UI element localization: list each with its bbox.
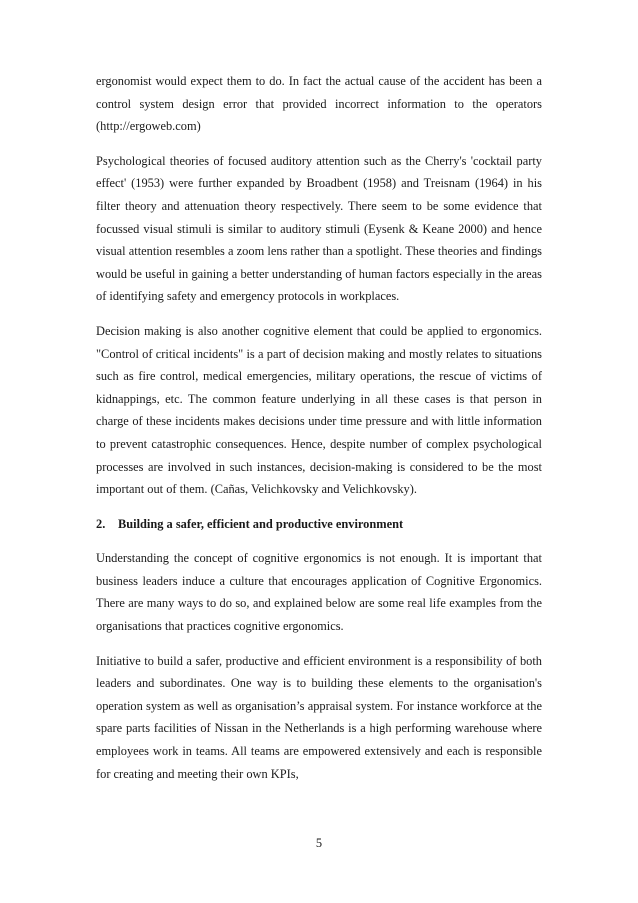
section-title: Building a safer, efficient and productive environment [118, 516, 404, 531]
paragraph-accident-cause: ergonomist would expect them to do. In fact the actual cause of the accident has been a control system design error that provided incorrect information to the operators (http://ergoweb.com) [96, 74, 542, 134]
paragraph-understanding-concept: Understanding the concept of cognitive ergonomics is not enough. It is important that business leaders induce a culture that encourages application of Cognitive Ergonomics. There are many ways to do so, and explained below are some real life examples from the organisations that practices cognitive ergonomics. [96, 551, 542, 634]
paragraph-initiative: Initiative to build a safer, productive and efficient environment is a responsibility of both leaders and subordinates. One way is to building these elements to the organisation's operation system as well as organisation’s appraisal system. For instance workforce at the spare parts facilities of Nissan in the Netherlands is a high performing warehouse where employees work in teams. All teams are empowered extensively and each is responsible for creating and meeting their own KPIs, [96, 653, 542, 781]
paragraph-attention-theories: Psychological theories of focused auditory attention such as the Cherry's 'cocktail party effect' (1953) were further expanded by Broadbent (1958) and Treisnam (1964) in his filter theory and attenuation theory respectively. There seem to be some evidence that focussed visual stimuli is similar to auditory stimuli (Eysenk & Keane 2000) and hence visual attention resembles a zoom lens rather than a spotlight. These theories and findings would be useful in gaining a better understanding of human factors especially in the areas of identifying safety and emergency protocols in workplaces. [96, 153, 542, 304]
page-number: 5 [315, 836, 323, 850]
section-heading [96, 513, 542, 536]
paragraph-decision-making: Decision making is also another cognitive element that could be applied to ergonomics. "Control of critical incidents" is a part of decision making and mostly relates to situations such as fire control, medical emergencies, military operations, the rescue of victims of kidnappings, etc. The common feature underlying in all these cases is that person in charge of these incidents makes decisions under time pressure and with little information to prevent catastrophic consequences. Hence, despite number of complex psychological processes are involved in such instances, decision-making is considered to be the most important out of them. (Cañas, Velichkovsky and Velichkovsky). [96, 323, 542, 497]
section-number: 2. [96, 516, 106, 531]
document-page [96, 70, 542, 797]
